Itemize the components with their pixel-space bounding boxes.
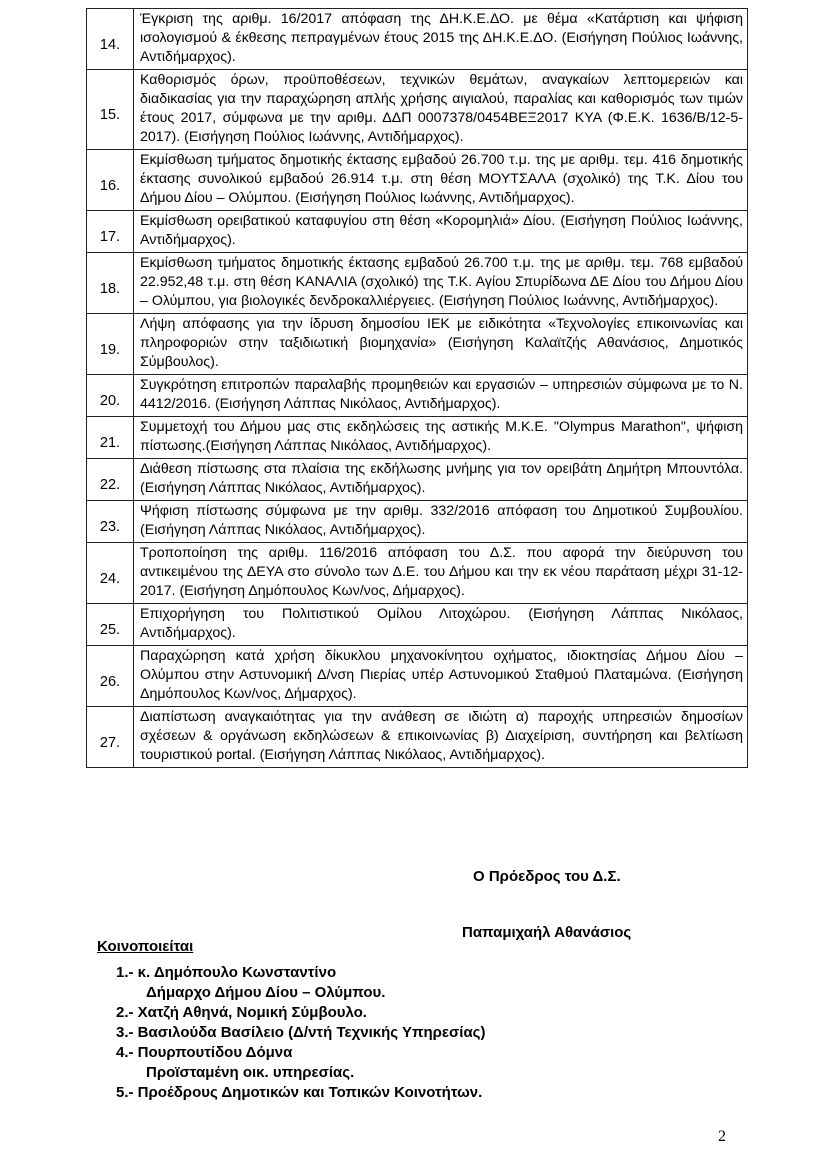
item-text: Συμμετοχή του Δήμου μας στις εκδηλώσεις της αστικής Μ.Κ.Ε. "Olympus Marathon", ψήφιση πίστωσης.(Εισήγηση Λάππας Νικόλαος, Αντιδήμαρχος). [134, 417, 748, 459]
item-number: 14. [87, 9, 134, 70]
item-text: Διαπίστωση αναγκαιότητας για την ανάθεση σε ιδιώτη α) παροχής υπηρεσιών δημοσίων σχέσεων & οργάνωση εκδηλώσεων & επικοινωνίας β) Διαχείριση, συντήρηση και βελτίωση τουριστικού portal. (Εισήγηση Λάππας Νικόλαος, Αντιδήμαρχος). [134, 707, 748, 768]
item-number: 21. [87, 417, 134, 459]
recipient-line: 4.- Πουρπουτίδου Δόμνα [116, 1044, 293, 1061]
agenda-row [87, 459, 748, 501]
item-number: 20. [87, 375, 134, 417]
item-text: Καθορισμός όρων, προϋποθέσεων, τεχνικών θεμάτων, αναγκαίων λεπτομερειών και διαδικασίας για την παραχώρηση απλής χρήσης αιγιαλού, παραλίας και καθορισμός των τιμών έτους 2017, σύμφωνα με την αριθμ. ΔΔΠ 0007378/0454ΒΕΞ2017 ΚΥΑ (Φ.Ε.Κ. 1636/Β/12-5-2017). (Εισήγηση Πούλιος Ιωάννης, Αντιδήμαρχος). [134, 70, 748, 150]
agenda-row [87, 646, 748, 707]
agenda-row [87, 604, 748, 646]
agenda-row [87, 211, 748, 253]
item-number: 26. [87, 646, 134, 707]
recipient-item [116, 1003, 716, 1023]
item-text: Έγκριση της αριθμ. 16/2017 απόφαση της ΔΗ.Κ.Ε.ΔΟ. με θέμα «Κατάρτιση και ψήφιση ισολογισμού & έκθεσης πεπραγμένων έτους 2015 της ΔΗ.Κ.Ε.ΔΟ. (Εισήγηση Πούλιος Ιωάννης, Αντιδήμαρχος). [134, 9, 748, 70]
item-number: 19. [87, 314, 134, 375]
signature-role: Ο Πρόεδρος του Δ.Σ. [473, 868, 621, 885]
recipient-line: 3.- Βασιλούδα Βασίλειο (Δ/ντή Τεχνικής Υπηρεσίας) [116, 1024, 486, 1041]
recipient-subline: Προϊσταμένη οικ. υπηρεσίας. [146, 1064, 355, 1081]
item-number: 15. [87, 70, 134, 150]
notify-heading: Κοινοποιείται [97, 938, 194, 955]
recipient-subline: Δήμαρχο Δήμου Δίου – Ολύμπου. [146, 984, 386, 1001]
recipient-line: 5.- Προέδρους Δημοτικών και Τοπικών Κοινοτήτων. [116, 1084, 483, 1101]
item-text: Λήψη απόφασης για την ίδρυση δημοσίου ΙΕΚ με ειδικότητα «Τεχνολογίες επικοινωνίας και πληροφοριών στην ταξιδιωτική βιομηχανία» (Εισήγηση Καλαϊτζής Αθανάσιος, Δημοτικός Σύμβουλος). [134, 314, 748, 375]
item-text: Ψήφιση πίστωσης σύμφωνα με την αριθμ. 332/2016 απόφαση του Δημοτικού Συμβουλίου. (Εισήγηση Λάππας Νικόλαος, Αντιδήμαρχος). [134, 501, 748, 543]
item-text: Παραχώρηση κατά χρήση δίκυκλου μηχανοκίνητου οχήματος, ιδιοκτησίας Δήμου Δίου – Ολύμπου στην Αστυνομική Δ/νση Πιερίας υπέρ Αστυνομικού Σταθμού Πλαταμώνα. (Εισήγηση Δημόπουλος Κων/νος, Δήμαρχος). [134, 646, 748, 707]
agenda-row [87, 70, 748, 150]
recipient-item [116, 1083, 716, 1103]
recipient-item [116, 1043, 716, 1083]
item-number: 17. [87, 211, 134, 253]
agenda-row [87, 543, 748, 604]
agenda-row [87, 501, 748, 543]
agenda-row [87, 417, 748, 459]
agenda-row [87, 150, 748, 211]
recipient-line: 2.- Χατζή Αθηνά, Νομική Σύμβουλο. [116, 1004, 367, 1021]
agenda-row [87, 314, 748, 375]
item-text: Τροποποίηση της αριθμ. 116/2016 απόφαση του Δ.Σ. που αφορά την διεύρυνση του αντικειμένου της ΔΕΥΑ στο σύνολο των Δ.Ε. του Δήμου και την εκ νέου παράταση μέχρι 31-12-2017. (Εισήγηση Δημόπουλος Κων/νος, Δήμαρχος). [134, 543, 748, 604]
item-number: 22. [87, 459, 134, 501]
item-number: 25. [87, 604, 134, 646]
agenda-row [87, 707, 748, 768]
item-number: 18. [87, 253, 134, 314]
item-number: 27. [87, 707, 134, 768]
recipient-list [116, 963, 716, 1103]
item-text: Εκμίσθωση τμήματος δημοτικής έκτασης εμβαδού 26.700 τ.μ. της με αριθμ. τεμ. 768 εμβαδού 22.952,48 τ.μ. στη θέση ΚΑΝΑΛΙΑ (σχολικό) της Τ.Κ. Αγίου Σπυρίδωνα ΔΕ Δίου του Δήμου Δίου – Ολύμπου, για βιολογικές δενδροκαλλιέργειες. (Εισήγηση Πούλιος Ιωάννης, Αντιδήμαρχος). [134, 253, 748, 314]
agenda-row [87, 9, 748, 70]
agenda-table [86, 8, 748, 768]
recipient-item [116, 963, 716, 1003]
item-text: Εκμίσθωση τμήματος δημοτικής έκτασης εμβαδού 26.700 τ.μ. της με αριθμ. τεμ. 416 δημοτικής έκτασης συνολικού εμβαδού 26.914 τ.μ. στη θέση ΜΟΥΤΣΑΛΑ (σχολικό) της Τ.Κ. Δίου του Δήμου Δίου – Ολύμπου. (Εισήγηση Πούλιος Ιωάννης, Αντιδήμαρχος). [134, 150, 748, 211]
item-number: 24. [87, 543, 134, 604]
item-text: Επιχορήγηση του Πολιτιστικού Ομίλου Λιτοχώρου. (Εισήγηση Λάππας Νικόλαος, Αντιδήμαρχος). [134, 604, 748, 646]
item-text: Εκμίσθωση ορειβατικού καταφυγίου στη θέση «Κορομηλιά» Δίου. (Εισήγηση Πούλιος Ιωάννης, Αντιδήμαρχος). [134, 211, 748, 253]
agenda-row [87, 375, 748, 417]
signature-name: Παπαμιχαήλ Αθανάσιος [462, 924, 632, 941]
item-number: 23. [87, 501, 134, 543]
recipient-line: 1.- κ. Δημόπουλο Κωνσταντίνο [116, 964, 337, 981]
recipient-item [116, 1023, 716, 1043]
item-text: Διάθεση πίστωσης στα πλαίσια της εκδήλωσης μνήμης για τον ορειβάτη Δημήτρη Μπουντόλα. (Εισήγηση Λάππας Νικόλαος, Αντιδήμαρχος). [134, 459, 748, 501]
item-text: Συγκρότηση επιτροπών παραλαβής προμηθειών και εργασιών – υπηρεσιών σύμφωνα με το Ν. 4412/2016. (Εισήγηση Λάππας Νικόλαος, Αντιδήμαρχος). [134, 375, 748, 417]
item-number: 16. [87, 150, 134, 211]
agenda-row [87, 253, 748, 314]
page-number: 2 [718, 1128, 726, 1145]
